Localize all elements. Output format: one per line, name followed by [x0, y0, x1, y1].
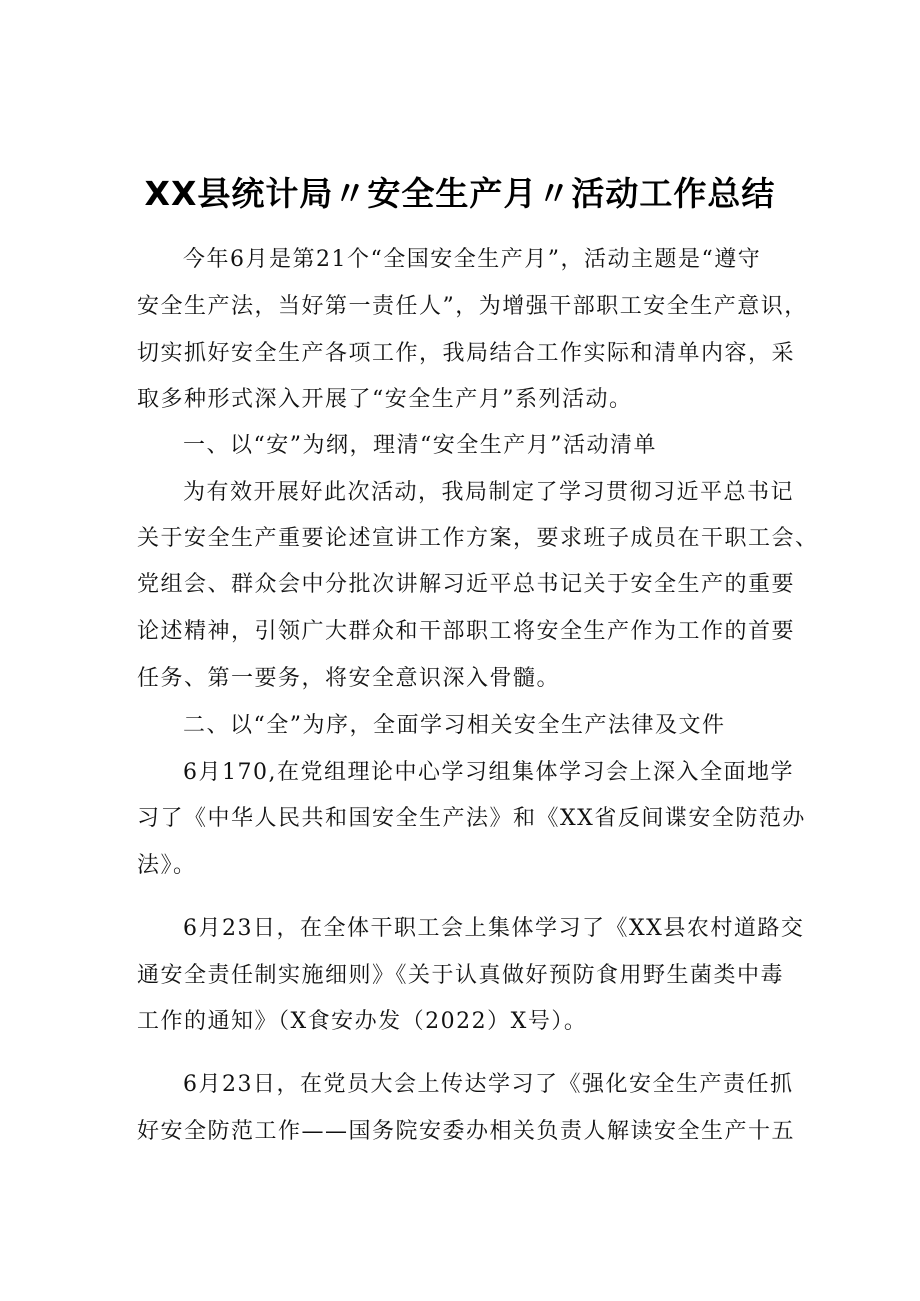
- paragraph-2-line-5: 任务、第一要务，将安全意识深入骨髓。: [137, 666, 561, 691]
- section-heading-2: 二、以“全”为序，全面学习相关安全生产法律及文件: [183, 713, 726, 738]
- paragraph-2-line-4: 论述精神，引领广大群众和干部职工将安全生产作为工作的首要: [137, 619, 796, 644]
- paragraph-1-line-3: 切实抓好安全生产各项工作，我局结合工作实际和清单内容，采: [137, 341, 796, 366]
- paragraph-1-line-2: 安全生产法，当好第一责任人”，为增强干部职工安全生产意识，: [137, 294, 808, 319]
- paragraph-3-line-2: 习了《中华人民共和国安全生产法》和《XX省反间谍安全防范办: [137, 806, 806, 831]
- paragraph-1-line-1: 今年6月是第21个“全国安全生产月”，活动主题是“遵守: [183, 247, 762, 272]
- paragraph-1-line-4: 取多种形式深入开展了“安全生产月”系列活动。: [137, 387, 633, 412]
- paragraph-3-line-3: 法》。: [137, 853, 197, 878]
- paragraph-2-line-1: 为有效开展好此次活动，我局制定了学习贯彻习近平总书记: [183, 480, 795, 505]
- paragraph-3-line-1: 6月170,在党组理论中心学习组集体学习会上深入全面地学: [183, 760, 794, 785]
- paragraph-5-line-1: 6月23日，在党员大会上传达学习了《强化安全生产责任抓: [183, 1072, 794, 1097]
- document-title: XX县统计局〃安全生产月〃活动工作总结: [144, 174, 776, 213]
- paragraph-2-line-2: 关于安全生产重要论述宣讲工作方案，要求班子成员在干职工会、: [137, 526, 819, 551]
- section-heading-1: 一、以“安”为纲，理清“安全生产月”活动清单: [183, 433, 657, 458]
- paragraph-4-line-1: 6月23日，在全体干职工会上集体学习了《XX县农村道路交: [183, 916, 805, 941]
- paragraph-4-line-3: 工作的通知》（X食安办发（2022）X号）。: [137, 1009, 588, 1034]
- paragraph-5-line-2: 好安全防范工作——国务院安委办相关负责人解读安全生产十五: [137, 1119, 796, 1144]
- paragraph-2-line-3: 党组会、群众会中分批次讲解习近平总书记关于安全生产的重要: [137, 572, 796, 597]
- paragraph-4-line-2: 通安全责任制实施细则》《关于认真做好预防食用野生菌类中毒: [137, 963, 785, 988]
